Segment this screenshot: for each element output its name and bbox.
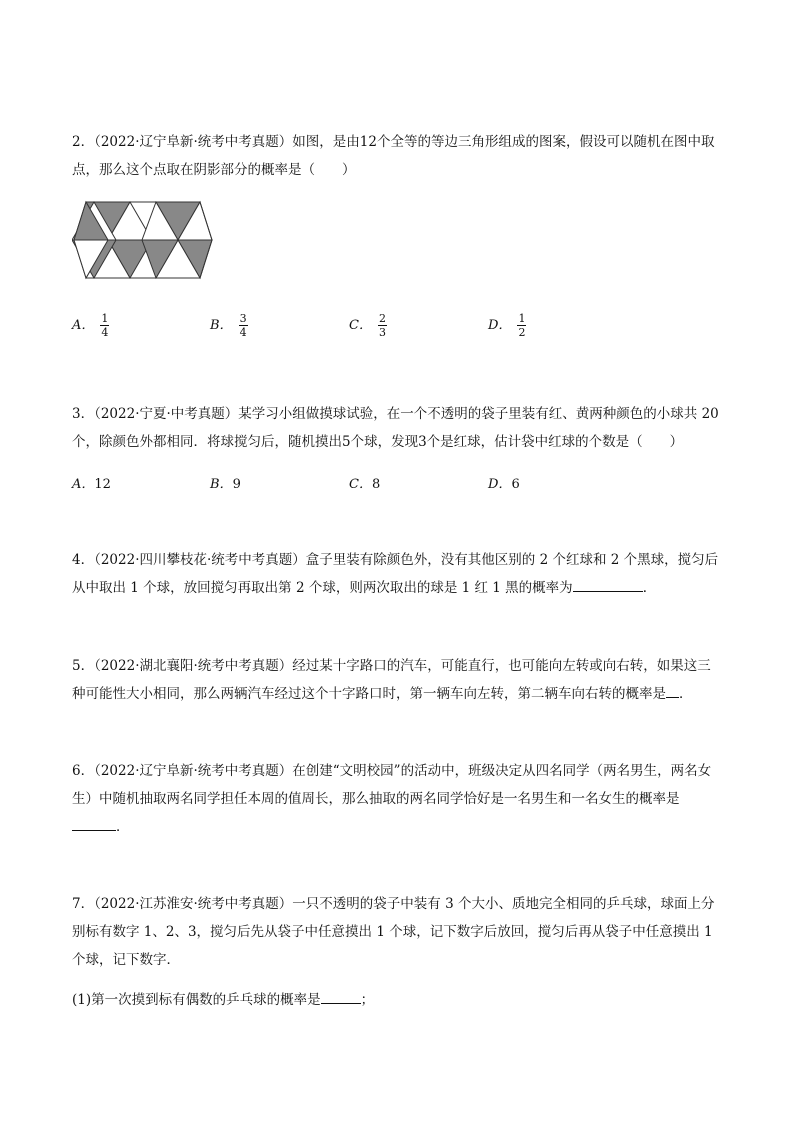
option-d[interactable]: D．6 [488, 477, 520, 492]
question-3-line-2: 个，除颜色外都相同．将球搅匀后，随机摸出5个球，发现3个是红球，估计袋中红球的个数是（ ） [72, 434, 684, 450]
question-6-line-1: 6．（2022·辽宁阜新·统考中考真题）在创建“文明校园”的活动中，班级决定从四名同学（两名男生，两名女 [72, 763, 712, 779]
option-b[interactable]: B．9 [210, 477, 241, 492]
question-7-line-2: 别标有数字 1、2、3，搅匀后先从袋子中任意摸出 1 个球，记下数字后放回，搅匀后再从袋子中任意摸出 1 [72, 924, 713, 940]
answer-blank[interactable] [321, 989, 361, 1004]
question-6-line-2: 生）中随机抽取两名同学担任本周的值周长，那么抽取的两名同学恰好是一名男生和一名女生的概率是 [72, 791, 680, 807]
hexagon-figure [72, 200, 214, 284]
question-3-line-1: 3．（2022·宁夏·中考真题）某学习小组做摸球试验，在一个不透明的袋子里装有红、黄两种颜色的小球共 20 [72, 406, 719, 422]
option-a[interactable]: A．12 [72, 477, 111, 492]
question-7-line-3: 个球，记下数字． [72, 952, 180, 968]
question-5 [72, 652, 732, 708]
question-4 [72, 546, 732, 602]
option-c[interactable]: C．8 [349, 477, 381, 492]
option-b[interactable]: B． $\frac{3}{4}$ [210, 312, 247, 339]
question-7-sub-1: (1)第一次摸到标有偶数的乒乓球的概率是 ； [72, 986, 732, 1014]
question-3 [72, 400, 732, 456]
question-7 [72, 890, 732, 1014]
answer-blank[interactable] [72, 816, 116, 831]
question-5-line-1: 5．（2022·湖北襄阳·统考中考真题）经过某十字路口的汽车，可能直行，也可能向左转或向右转，如果这三 [72, 658, 711, 674]
answer-blank[interactable] [666, 683, 679, 698]
question-4-line-1: 4．（2022·四川攀枝花·统考中考真题）盒子里装有除颜色外，没有其他区别的 2 个红球和 2 个黑球，搅匀后 [72, 552, 719, 568]
option-a[interactable]: A． $\frac{1}{4}$ [72, 312, 109, 339]
question-4-line-2: 从中取出 1 个球，放回搅匀再取出第 2 个球，则两次取出的球是 1 红 1 黑的概率为 ． [72, 574, 732, 602]
option-d[interactable]: D． $\frac{1}{2}$ [488, 312, 526, 339]
question-2-line-1: 2．（2022·辽宁阜新·统考中考真题）如图，是由12个全等的等边三角形组成的图案，假设可以随机在图中取 [72, 134, 715, 150]
question-2-line-2: 点，那么这个点取在阴影部分的概率是（ ） [72, 162, 356, 178]
question-7-line-1: 7．（2022·江苏淮安·统考中考真题）一只不透明的袋子中装有 3 个大小、质地完全相同的乒乓球，球面上分 [72, 896, 715, 912]
question-6-line-3: ． [72, 813, 732, 841]
question-2 [72, 128, 732, 184]
question-5-line-2: 种可能性大小相同，那么两辆汽车经过这个十字路口时，第一辆车向左转，第二辆车向右转的概率是 ． [72, 680, 732, 708]
question-6 [72, 757, 732, 841]
option-c[interactable]: C． $\frac{2}{3}$ [349, 312, 386, 339]
answer-blank[interactable] [573, 577, 643, 592]
